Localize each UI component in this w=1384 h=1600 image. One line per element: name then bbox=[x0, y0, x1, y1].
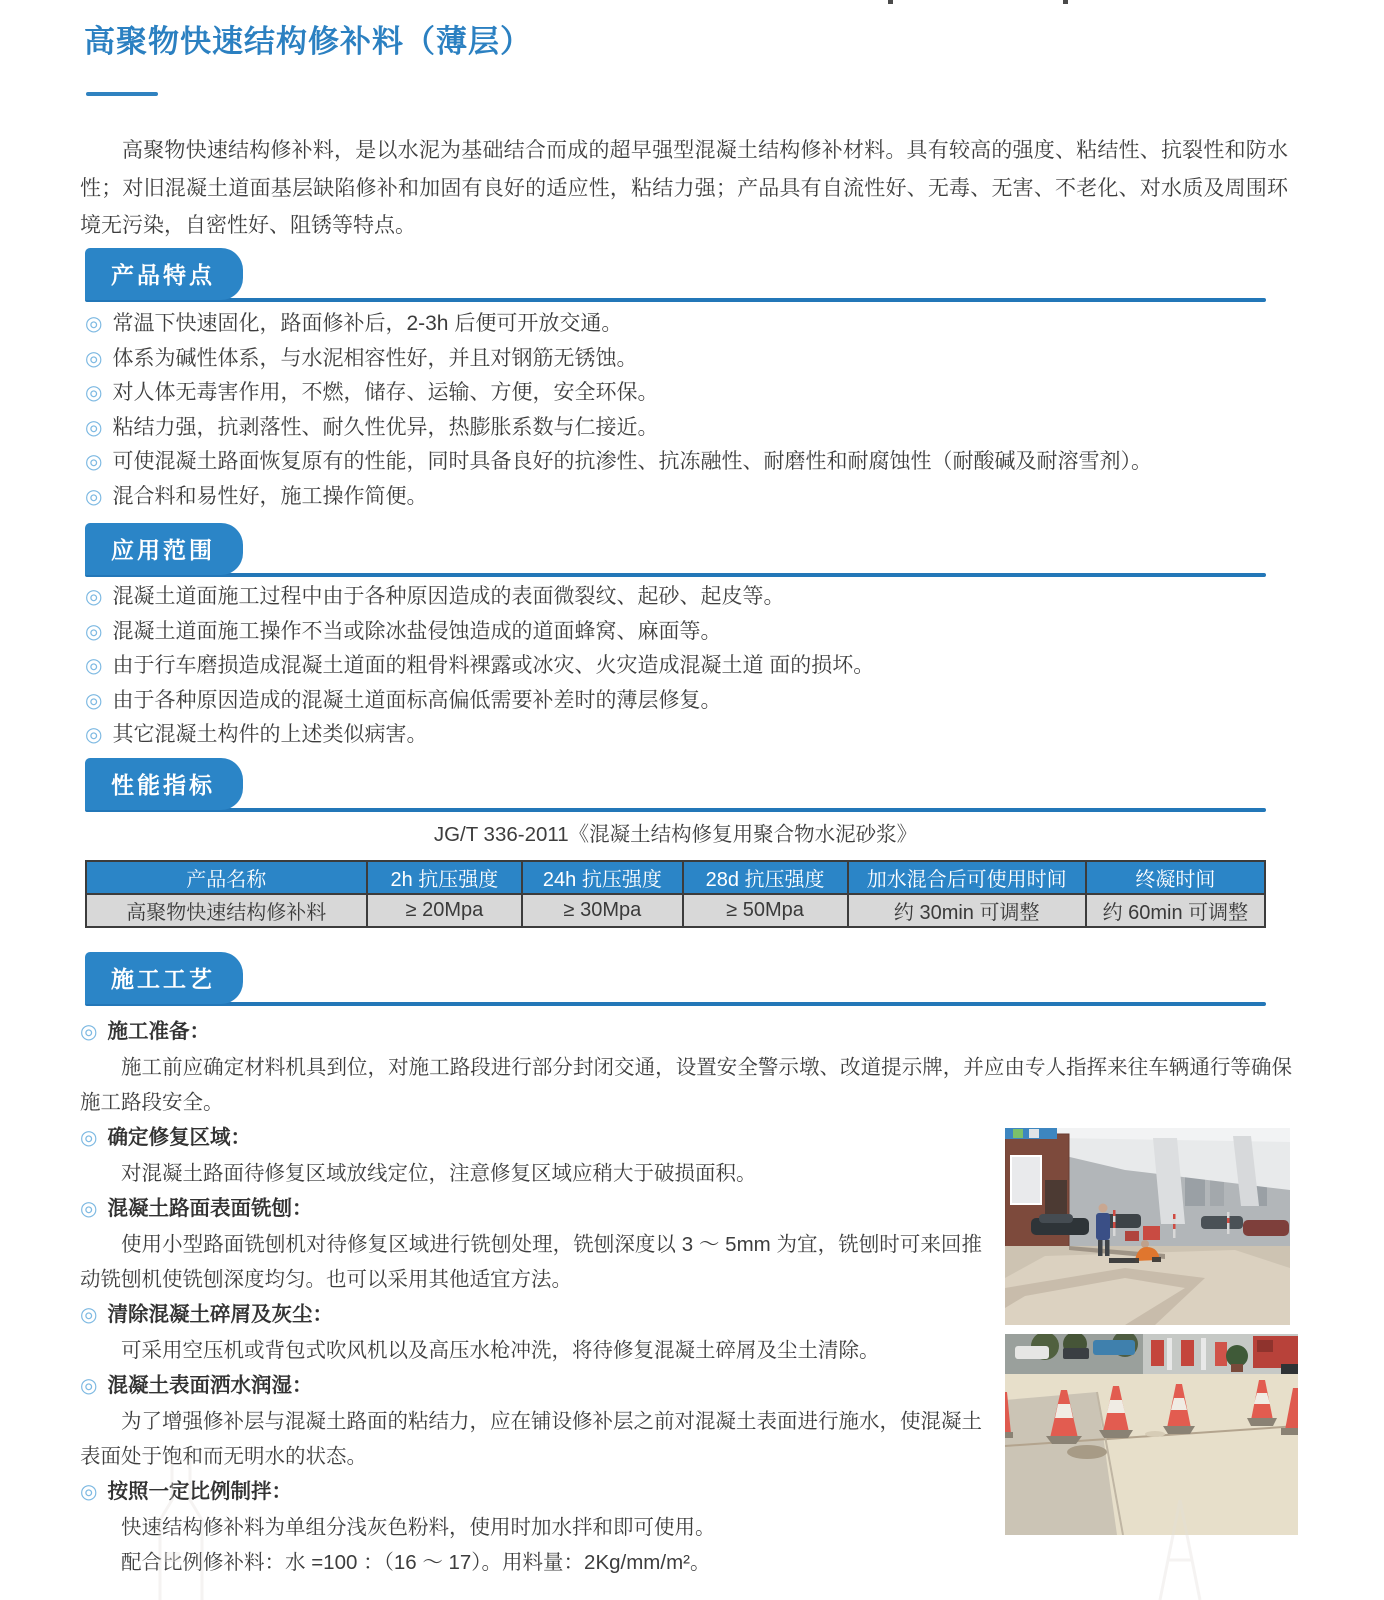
column-header: 24h 抗压强度 bbox=[522, 861, 682, 894]
double-circle-bullet-icon: ◎ bbox=[85, 382, 103, 405]
section-underline bbox=[85, 808, 1266, 812]
column-header: 2h 抗压强度 bbox=[367, 861, 523, 894]
step-body: 快速结构修补料为单组分浅灰色粉料，使用时加水拌和即可使用。 bbox=[121, 1516, 716, 1539]
standard-caption: JG/T 336-2011《混凝土结构修复用聚合物水泥砂浆》 bbox=[433, 823, 918, 846]
double-circle-bullet-icon: ◎ bbox=[80, 1481, 98, 1503]
double-circle-bullet-icon: ◎ bbox=[85, 485, 103, 508]
table-cell: ≥ 20Mpa bbox=[367, 894, 523, 927]
list-item: ◎ 其它混凝土构件的上述类似病害。 bbox=[85, 723, 428, 747]
step-label: ◎ 混凝土表面洒水润湿： bbox=[80, 1374, 313, 1397]
list-item: ◎ 对人体无毒害作用，不燃，储存、运输、方便，安全环保。 bbox=[85, 381, 659, 405]
page-title: 高聚物快速结构修补料（薄层） bbox=[84, 24, 532, 59]
section-title-performance: 性能指标 bbox=[85, 758, 243, 810]
table-cell: ≥ 30Mpa bbox=[522, 894, 682, 927]
double-circle-bullet-icon: ◎ bbox=[80, 1127, 98, 1149]
double-circle-bullet-icon: ◎ bbox=[85, 689, 103, 712]
section-title-process: 施工工艺 bbox=[85, 952, 243, 1004]
faint-watermark-tower bbox=[1120, 1500, 1240, 1600]
step-body: 使用小型路面铣刨机对待修复区域进行铣刨处理，铣刨深度以 3 ～ 5mm 为宜，铣刨时可来回推动铣刨机使铣刨深度均匀。也可以采用其他适宜方法。 bbox=[80, 1233, 982, 1291]
list-item: ◎ 粘结力强，抗剥落性、耐久性优异，热膨胀系数与仁接近。 bbox=[85, 415, 659, 439]
double-circle-bullet-icon: ◎ bbox=[80, 1021, 98, 1043]
double-circle-bullet-icon: ◎ bbox=[80, 1375, 98, 1397]
table-cell: 约 60min 可调整 bbox=[1086, 894, 1265, 927]
step-label: ◎ 按照一定比例制拌： bbox=[80, 1480, 292, 1503]
section-header-features bbox=[85, 252, 1266, 302]
step-body: 为了增强修补层与混凝土路面的粘结力，应在铺设修补层之前对混凝土表面进行施水，使混凝土表面处于饱和而无明水的状态。 bbox=[80, 1410, 982, 1468]
performance-table bbox=[85, 860, 1266, 928]
construction-site-photo bbox=[1005, 1128, 1290, 1325]
table-cell: 高聚物快速结构修补料 bbox=[86, 894, 367, 927]
table-row bbox=[86, 894, 1265, 927]
section-header-applications bbox=[85, 527, 1266, 577]
list-item: ◎ 可使混凝土路面恢复原有的性能，同时具备良好的抗渗性、抗冻融性、耐磨性和耐腐蚀性（耐酸碱及耐溶雪剂）。 bbox=[85, 450, 1152, 474]
column-header: 终凝时间 bbox=[1086, 861, 1265, 894]
title-underline bbox=[86, 92, 158, 96]
step-body: 可采用空压机或背包式吹风机以及高压水枪冲洗，将待修复混凝土碎屑及尘土清除。 bbox=[121, 1339, 880, 1362]
step-label: ◎ 施工准备： bbox=[80, 1020, 210, 1043]
step-label: ◎ 清除混凝土碎屑及灰尘： bbox=[80, 1303, 333, 1326]
section-underline bbox=[85, 573, 1266, 577]
step-body: 施工前应确定材料机具到位，对施工路段进行部分封闭交通，设置安全警示墩、改道提示牌，并应由专人指挥来往车辆通行等确保施工路段安全。 bbox=[80, 1056, 1292, 1114]
process-step bbox=[80, 1014, 1292, 1120]
features-list bbox=[85, 307, 1152, 515]
intro-paragraph: 高聚物快速结构修补料，是以水泥为基础结合而成的超早强型混凝土结构修补材料。具有较高的强度、粘结性、抗裂性和防水性；对旧混凝土道面基层缺陷修补和加固有良好的适应性，粘结力强；产品具有自流性好、无毒、无害、不老化、对水质及周围环境无污染，自密性好、阻锈等特点。 bbox=[80, 139, 1288, 237]
double-circle-bullet-icon: ◎ bbox=[85, 451, 103, 474]
section-underline bbox=[85, 298, 1266, 302]
double-circle-bullet-icon: ◎ bbox=[85, 620, 103, 643]
double-circle-bullet-icon: ◎ bbox=[80, 1198, 98, 1220]
section-header-performance bbox=[85, 762, 1266, 812]
double-circle-bullet-icon: ◎ bbox=[85, 724, 103, 747]
step-label: ◎ 混凝土路面表面铣刨： bbox=[80, 1197, 313, 1220]
crop-artifact bbox=[1063, 0, 1068, 4]
list-item: ◎ 常温下快速固化，路面修补后，2-3h 后便可开放交通。 bbox=[85, 312, 623, 335]
step-body: 配合比例修补料：水 =100 ：（16 ～ 17）。用料量：2Kg/mm/m²。 bbox=[121, 1551, 711, 1574]
column-header: 产品名称 bbox=[86, 861, 367, 894]
double-circle-bullet-icon: ◎ bbox=[85, 313, 103, 335]
double-circle-bullet-icon: ◎ bbox=[85, 586, 103, 608]
double-circle-bullet-icon: ◎ bbox=[85, 347, 103, 370]
applications-list bbox=[85, 580, 874, 753]
step-label: ◎ 确定修复区域： bbox=[80, 1126, 251, 1149]
list-item: ◎ 混合料和易性好，施工操作简便。 bbox=[85, 484, 428, 508]
list-item: ◎ 由于行车磨损造成混凝土道面的粗骨料裸露或冰灾、火灾造成混凝土道 面的损坏。 bbox=[85, 654, 875, 678]
table-cell: 约 30min 可调整 bbox=[848, 894, 1086, 927]
list-item: ◎ 体系为碱性体系，与水泥相容性好，并且对钢筋无锈蚀。 bbox=[85, 346, 638, 370]
double-circle-bullet-icon: ◎ bbox=[85, 416, 103, 439]
section-title-applications: 应用范围 bbox=[85, 523, 243, 575]
list-item: ◎ 由于各种原因造成的混凝土道面标高偏低需要补差时的薄层修复。 bbox=[85, 688, 722, 712]
crop-artifact bbox=[888, 0, 893, 4]
double-circle-bullet-icon: ◎ bbox=[85, 655, 103, 678]
table-cell: ≥ 50Mpa bbox=[683, 894, 848, 927]
list-item: ◎ 混凝土道面施工操作不当或除冰盐侵蚀造成的道面蜂窝、麻面等。 bbox=[85, 619, 722, 643]
section-underline bbox=[85, 1002, 1266, 1006]
column-header: 28d 抗压强度 bbox=[683, 861, 848, 894]
step-body: 对混凝土路面待修复区域放线定位，注意修复区域应稍大于破损面积。 bbox=[121, 1162, 757, 1185]
table-header-row bbox=[86, 861, 1265, 894]
faint-watermark-bottle bbox=[120, 1460, 250, 1600]
section-title-features: 产品特点 bbox=[85, 248, 243, 300]
double-circle-bullet-icon: ◎ bbox=[80, 1304, 98, 1326]
list-item: ◎ 混凝土道面施工过程中由于各种原因造成的表面微裂纹、起砂、起皮等。 bbox=[85, 585, 785, 608]
section-header-process bbox=[85, 956, 1266, 1006]
column-header: 加水混合后可使用时间 bbox=[848, 861, 1086, 894]
